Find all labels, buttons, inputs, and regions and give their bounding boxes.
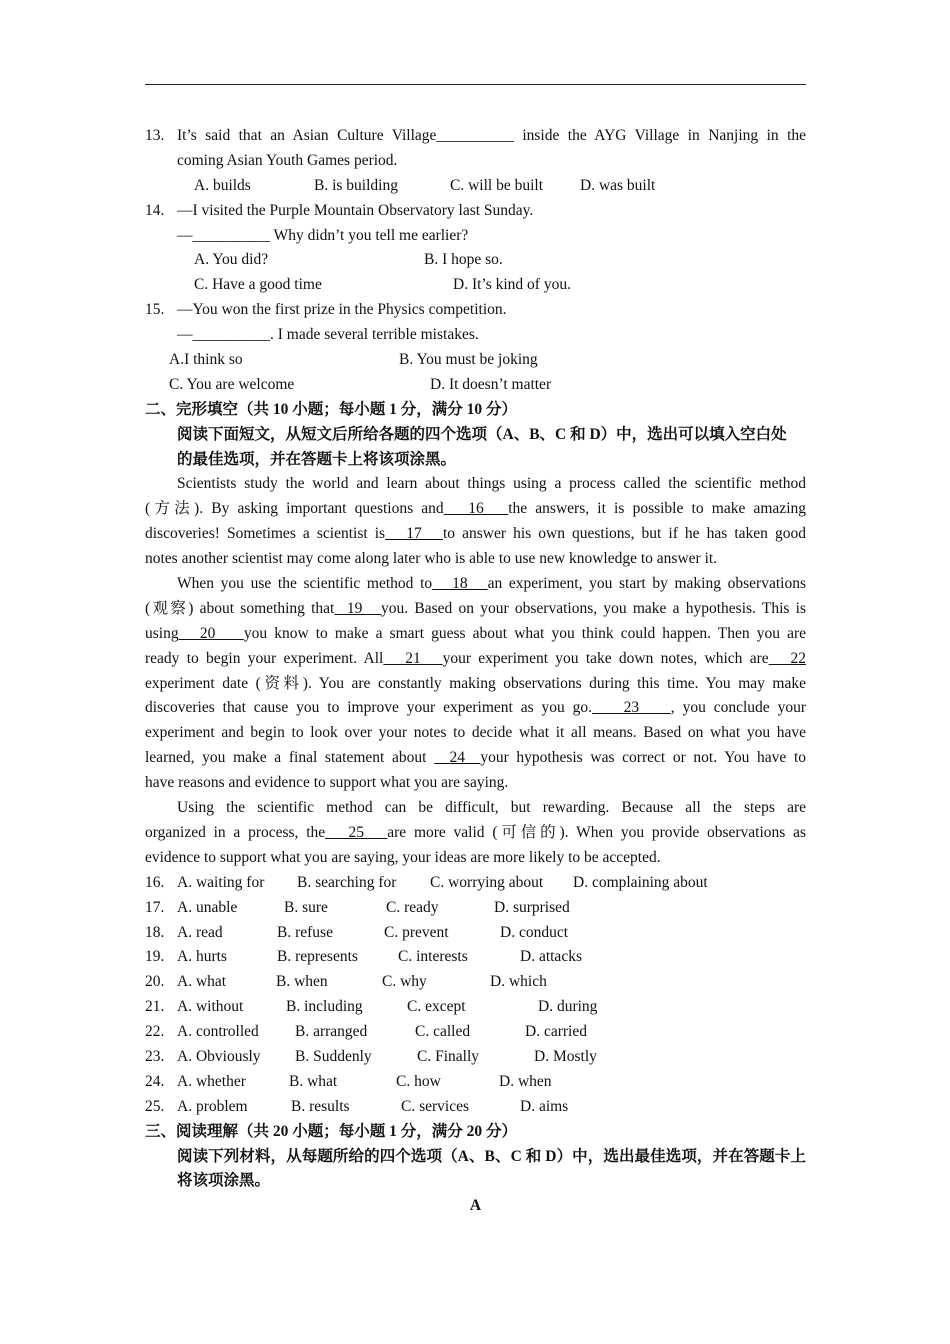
question-13-options <box>145 174 806 199</box>
blank-21: 21 <box>383 649 443 667</box>
exam-page <box>145 124 806 1219</box>
part-a-heading: A <box>469 1197 482 1215</box>
option-d[interactable]: D. attacks <box>520 948 582 966</box>
option-a[interactable]: A. waiting for <box>177 873 265 891</box>
question-number: 21. <box>145 998 165 1016</box>
passage-line: (观察) about something that 19 you. Based on your observations, you make a hypothesis. This is <box>145 599 806 617</box>
option-row-22 <box>145 1020 806 1045</box>
option-a[interactable]: A. unable <box>177 898 238 916</box>
question-14 <box>145 199 806 224</box>
passage-line: learned, you make a final statement about 24 your hypothesis was correct or not. You have to <box>145 749 806 767</box>
option-b[interactable]: B. is building <box>314 176 398 194</box>
option-c[interactable]: C. why <box>382 973 427 991</box>
question-number: 14. <box>145 201 165 219</box>
option-row-23 <box>145 1045 806 1070</box>
option-d[interactable]: D. surprised <box>494 898 570 916</box>
option-b[interactable]: B. what <box>289 1072 338 1090</box>
question-number: 24. <box>145 1072 165 1090</box>
passage-line: Using the scientific method can be difficult, but rewarding. Because all the steps are <box>177 799 806 817</box>
question-number: 20. <box>145 973 165 991</box>
question-number: 18. <box>145 923 165 941</box>
option-c[interactable]: C. worrying about <box>430 873 544 891</box>
section-2-instructions-cont: 的最佳选项，并在答题卡上将该项涂黑。 <box>177 450 457 468</box>
option-c[interactable]: C. Have a good time <box>194 276 322 294</box>
option-row-21 <box>145 995 806 1020</box>
option-d[interactable]: D. It’s kind of you. <box>453 276 571 294</box>
option-d[interactable]: D. during <box>538 998 598 1016</box>
question-13-stem-cont: coming Asian Youth Games period. <box>177 151 398 169</box>
option-a[interactable]: A. builds <box>194 176 251 194</box>
option-d[interactable]: D. when <box>499 1072 552 1090</box>
question-number: 13. <box>145 127 165 144</box>
option-a[interactable]: A. You did? <box>194 251 269 269</box>
question-15-options-row2 <box>145 373 806 398</box>
question-14-response: —__________ Why didn’t you tell me earlier? <box>177 226 469 244</box>
passage-line: evidence to support what you are saying, your ideas are more likely to be accepted. <box>145 848 661 866</box>
option-row-20 <box>145 970 806 995</box>
blank-18: 18 <box>432 575 488 593</box>
option-a[interactable]: A. whether <box>177 1072 246 1090</box>
option-d[interactable]: D. conduct <box>500 923 569 941</box>
blank-17: 17 <box>385 525 443 543</box>
blank-22: 22 <box>768 649 807 667</box>
section-2-instructions: 阅读下面短文，从短文后所给各题的四个选项（A、B、C 和 D）中，选出可以填入空白处 <box>177 425 787 443</box>
option-b[interactable]: B. You must be joking <box>399 351 538 369</box>
option-row-24 <box>145 1070 806 1095</box>
passage-line: organized in a process, the 25 are more valid (可信的). When you provide observations as <box>145 823 807 841</box>
blank-20: 20 <box>178 624 244 642</box>
option-d[interactable]: D. Mostly <box>534 1047 597 1065</box>
question-number: 19. <box>145 948 165 966</box>
option-d[interactable]: D. was built <box>580 176 656 194</box>
passage-line: notes another scientist may come along later who is able to use new knowledge to answer it. <box>145 550 718 568</box>
blank-19: 19 <box>334 599 382 617</box>
option-b[interactable]: B. results <box>291 1097 350 1115</box>
option-c[interactable]: C. except <box>407 998 466 1016</box>
question-stem: It’s said that an Asian Culture Village__________ inside the AYG Village in Nanjing in the <box>177 127 806 144</box>
passage-line: (方法). By asking important questions and 16 the answers, it is possible to make amazing <box>145 500 807 518</box>
blank-24: 24 <box>434 749 481 767</box>
cloze-options <box>145 871 806 1120</box>
passage-line: Scientists study the world and learn about things using a process called the scientific method <box>177 475 806 493</box>
option-d[interactable]: D. carried <box>525 1023 587 1041</box>
question-stem: —I visited the Purple Mountain Observatory last Sunday. <box>177 201 534 219</box>
option-a[interactable]: A. read <box>177 923 223 941</box>
passage-line: discoveries! Sometimes a scientist is 17 to answer his own questions, but if he has taken good <box>145 525 806 543</box>
question-number: 17. <box>145 898 165 916</box>
question-14-options-row1 <box>145 248 806 273</box>
passage-line: have reasons and evidence to support what you are saying. <box>145 774 509 792</box>
option-c[interactable]: C. You are welcome <box>169 375 295 393</box>
option-a[interactable]: A. hurts <box>177 948 227 966</box>
question-number: 15. <box>145 301 165 319</box>
option-a[interactable]: A. what <box>177 973 227 991</box>
option-b[interactable]: B. refuse <box>277 923 333 941</box>
question-15-options-row1 <box>145 348 806 373</box>
option-a[interactable]: A.I think so <box>169 351 243 369</box>
option-b[interactable]: B. including <box>286 998 363 1016</box>
option-d[interactable]: D. which <box>490 973 547 991</box>
option-b[interactable]: B. Suddenly <box>295 1047 372 1065</box>
option-b[interactable]: B. represents <box>277 948 358 966</box>
question-13 <box>145 124 806 149</box>
option-d[interactable]: D. aims <box>520 1097 569 1115</box>
option-row-19 <box>145 945 806 970</box>
section-3-instructions: 阅读下列材料，从每题所给的四个选项（A、B、C 和 D）中，选出最佳选项，并在答题卡上 <box>177 1147 806 1165</box>
option-b[interactable]: B. I hope so. <box>424 251 503 269</box>
option-c[interactable]: C. prevent <box>384 923 449 941</box>
question-number: 16. <box>145 873 165 891</box>
option-a[interactable]: A. problem <box>177 1097 248 1115</box>
section-3-title: 三、阅读理解（共 20 小题；每小题 1 分，满分 20 分） <box>145 1122 518 1140</box>
question-15-response: —__________. I made several terrible mistakes. <box>177 326 479 344</box>
question-number: 25. <box>145 1097 165 1115</box>
option-a[interactable]: A. without <box>177 998 244 1016</box>
option-a[interactable]: A. Obviously <box>177 1047 261 1065</box>
option-row-18 <box>145 921 806 946</box>
section-3-instructions-cont: 将该项涂黑。 <box>177 1172 271 1190</box>
question-number: 23. <box>145 1047 165 1065</box>
option-c[interactable]: C. Finally <box>417 1047 480 1065</box>
passage-line: When you use the scientific method to 18 an experiment, you start by making observations <box>177 575 806 593</box>
passage-line: experiment date (资料). You are constantly making observations during this time. You may make <box>145 674 806 692</box>
option-c[interactable]: C. called <box>415 1023 471 1041</box>
option-b[interactable]: B. when <box>276 973 328 991</box>
option-c[interactable]: C. interests <box>398 948 468 966</box>
option-a[interactable]: A. controlled <box>177 1023 259 1041</box>
question-number: 22. <box>145 1023 165 1041</box>
option-b[interactable]: B. arranged <box>295 1023 368 1041</box>
option-d[interactable]: D. It doesn’t matter <box>430 375 552 393</box>
passage-line: using 20 you know to make a smart guess about what you think could happen. Then you are <box>145 624 807 642</box>
option-c[interactable]: C. how <box>396 1072 441 1090</box>
header-rule <box>145 84 806 85</box>
passage-line: experiment and begin to look over your notes to decide what it all means. Based on what you have <box>145 724 806 742</box>
option-c[interactable]: C. services <box>401 1097 470 1115</box>
blank-16: 16 <box>443 500 509 518</box>
question-14-options-row2 <box>145 273 806 298</box>
passage-line: ready to begin your experiment. All 21 your experiment you take down notes, which are 22 <box>145 649 807 667</box>
option-row-25 <box>145 1095 806 1120</box>
option-d[interactable]: D. complaining about <box>573 873 708 891</box>
blank-23: 23 <box>592 699 671 717</box>
option-b[interactable]: B. searching for <box>297 873 397 891</box>
blank-25: 25 <box>325 823 388 841</box>
option-b[interactable]: B. sure <box>284 898 328 916</box>
passage-line: discoveries that cause you to improve your experiment as you go. 23 , you conclude your <box>145 699 806 717</box>
question-stem: —You won the first prize in the Physics competition. <box>177 301 507 319</box>
option-row-17 <box>145 896 806 921</box>
section-2-title: 二、完形填空（共 10 小题；每小题 1 分，满分 10 分） <box>145 400 518 418</box>
option-c[interactable]: C. ready <box>386 898 439 916</box>
option-c[interactable]: C. will be built <box>450 176 543 194</box>
question-15 <box>145 298 806 323</box>
option-row-16 <box>145 871 806 896</box>
